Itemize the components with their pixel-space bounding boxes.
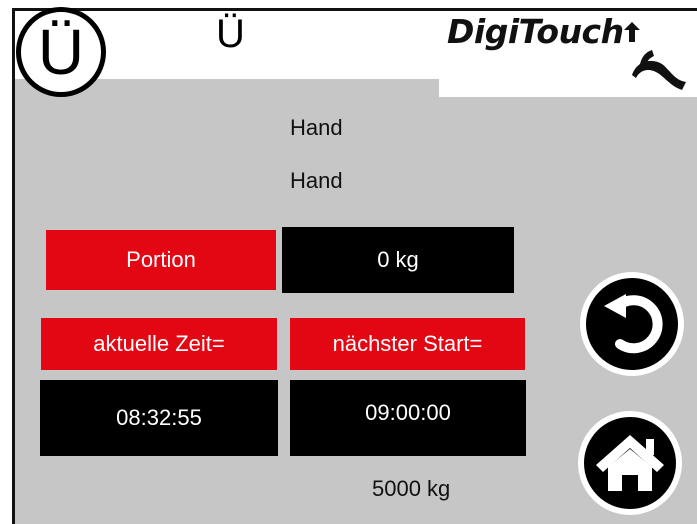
portion-label: Portion bbox=[46, 230, 276, 290]
home-button[interactable] bbox=[578, 411, 682, 515]
next-start-label: nächster Start= bbox=[290, 318, 525, 370]
digitouch-logo-text: DigiTouch bbox=[447, 12, 624, 51]
frame-left bbox=[0, 0, 12, 524]
page-title: Ü bbox=[216, 12, 245, 56]
digitouch-logo-icon bbox=[612, 20, 697, 98]
u-badge-letter: Ü bbox=[37, 16, 85, 88]
mode-status-2: Hand bbox=[290, 168, 343, 193]
home-icon bbox=[578, 411, 682, 515]
frame-border-left bbox=[12, 8, 15, 524]
u-badge-icon bbox=[16, 7, 106, 97]
total-weight: 5000 kg bbox=[372, 476, 451, 501]
current-time-value: 08:32:55 bbox=[40, 380, 278, 456]
back-button[interactable] bbox=[580, 272, 684, 376]
portion-value-field[interactable]: 0 kg bbox=[282, 227, 514, 293]
current-time-label: aktuelle Zeit= bbox=[41, 318, 277, 370]
mode-status-1: Hand bbox=[290, 115, 343, 140]
undo-arrow-icon bbox=[580, 272, 684, 376]
next-start-value-field[interactable]: 09:00:00 bbox=[290, 380, 526, 456]
